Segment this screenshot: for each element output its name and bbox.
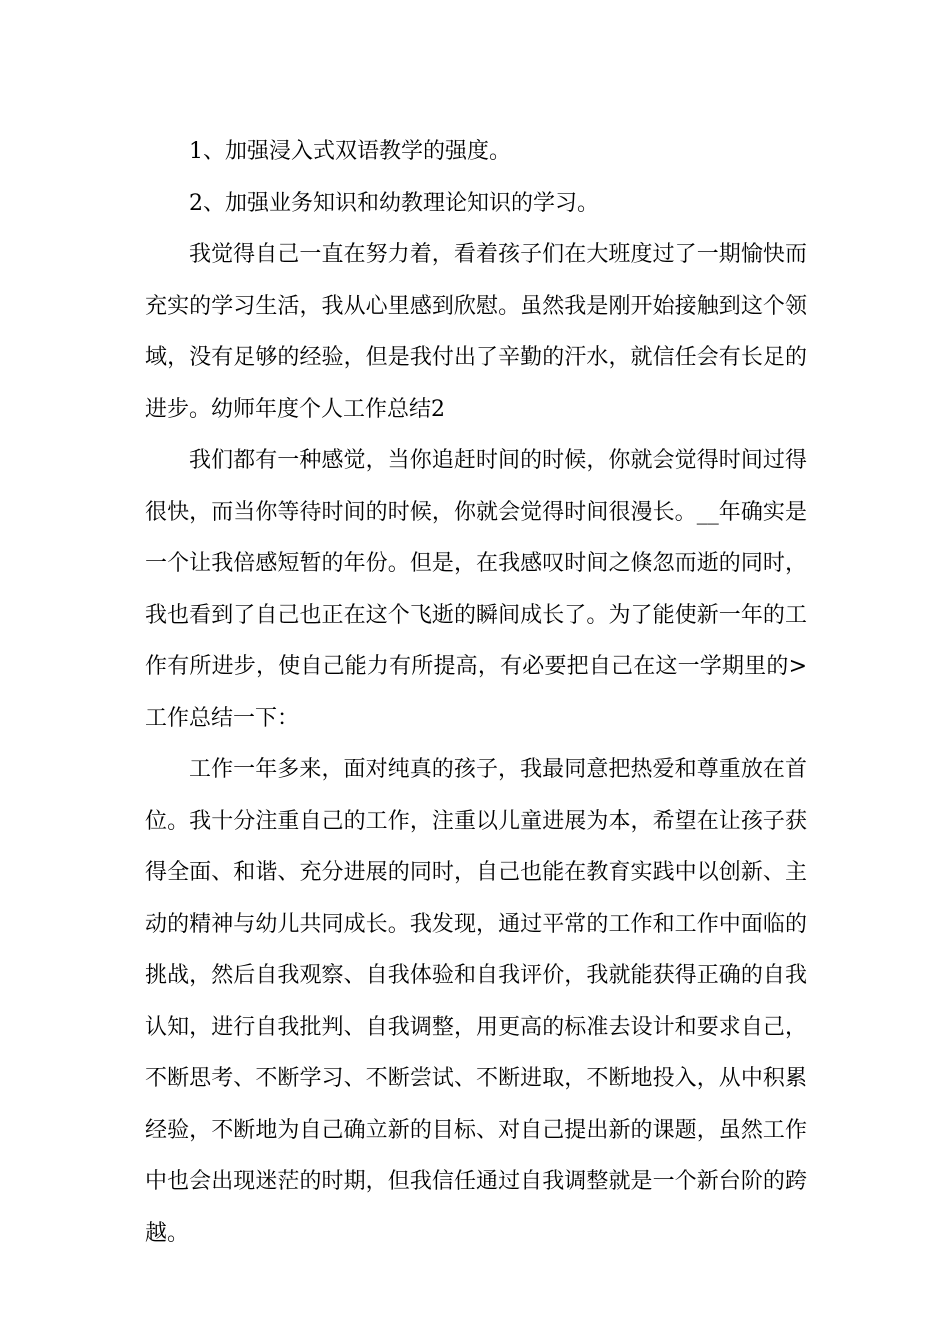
paragraph-2: 我们都有一种感觉，当你追赶时间的时候，你就会觉得时间过得很快，而当你等待时间的时候，你就会觉得时间很漫长。__年确实是一个让我倍感短暂的年份。但是，在我感叹时间之倏忽而逝的同时，我也看到了自己也正在这个飞逝的瞬间成长了。为了能使新一年的工作有所进步，使自己能力有所提高，有必要把自己在这一学期里的>工作总结一下： — [145, 448, 807, 731]
paragraph-1: 我觉得自己一直在努力着，看着孩子们在大班度过了一期愉快而充实的学习生活，我从心里感到欣慰。虽然我是刚开始接触到这个领域，没有足够的经验，但是我付出了辛勤的汗水，就信任会有长足的进步。幼师年度个人工作总结2 — [145, 242, 807, 422]
paragraph-3: 工作一年多来，面对纯真的孩子，我最同意把热爱和尊重放在首位。我十分注重自己的工作，注重以儿童进展为本，希望在让孩子获得全面、和谐、充分进展的同时，自己也能在教育实践中以创新、主动的精神与幼儿共同成长。我发现，通过平常的工作和工作中面临的挑战，然后自我观察、自我体验和自我评价，我就能获得正确的自我认知，进行自我批判、自我调整，用更高的标准去设计和要求自己，不断思考、不断学习、不断尝试、不断进取，不断地投入，从中积累经验，不断地为自己确立新的目标、对自己提出新的课题，虽然工作中也会出现迷茫的时期，但我信任通过自我调整就是一个新台阶的跨越。 — [145, 757, 807, 1246]
list-item-1: 1、加强浸入式双语教学的强度。 — [189, 139, 511, 164]
list-item-2: 2、加强业务知识和幼教理论知识的学习。 — [189, 190, 599, 216]
document-body — [145, 126, 807, 1259]
